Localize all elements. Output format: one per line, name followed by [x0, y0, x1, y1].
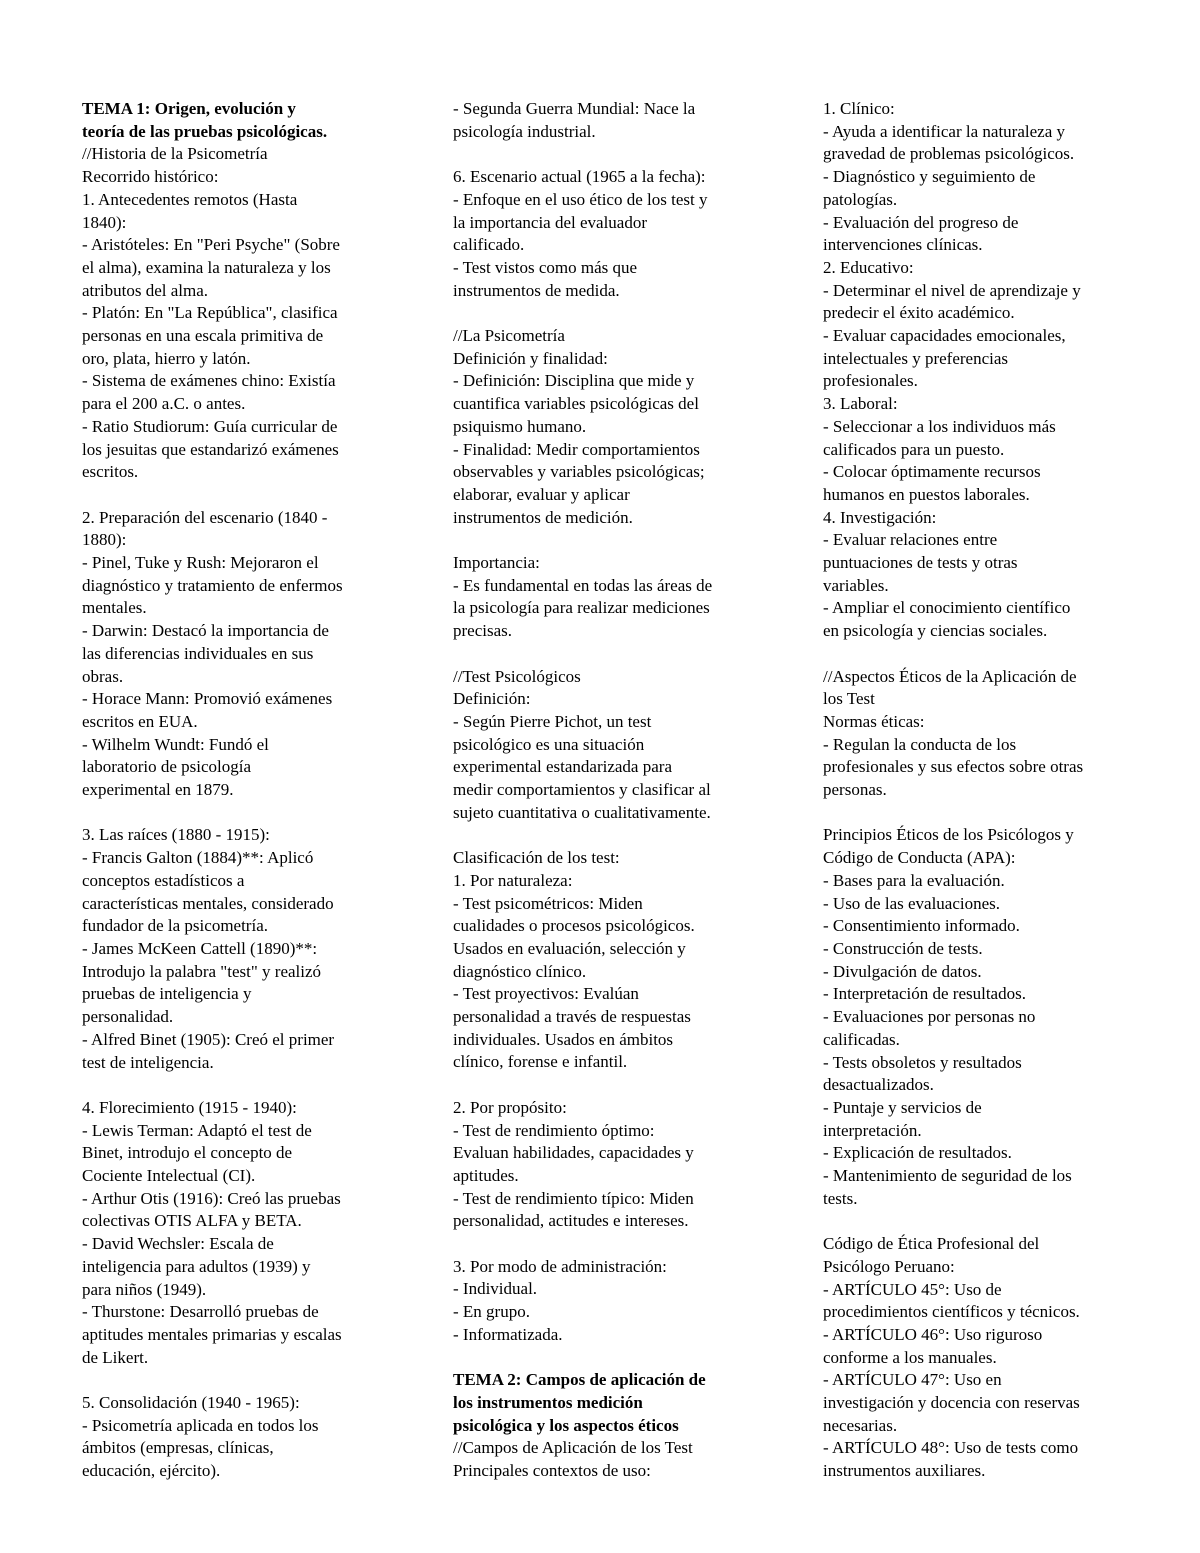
column-3 [823, 98, 1133, 1483]
text-line: atributos del alma. [82, 280, 209, 300]
text-line: educación, ejército). [82, 1461, 221, 1481]
text-line: intervenciones clínicas. [823, 235, 983, 255]
text-line: - Puntaje y servicios de [823, 1097, 982, 1117]
text-line: - Platón: En "La República", clasifica [82, 303, 338, 323]
text-line: personalidad, actitudes e intereses. [453, 1211, 689, 1231]
section-heading-line: los instrumentos medición [453, 1392, 643, 1412]
text-line: - Interpretación de resultados. [823, 984, 1026, 1004]
text-line: procedimientos científicos y técnicos. [823, 1302, 1080, 1322]
text-line: el alma), examina la naturaleza y los [82, 257, 331, 277]
text-line: - Evaluaciones por personas no [823, 1007, 1036, 1027]
text-line: investigación y docencia con reservas [823, 1393, 1080, 1413]
text-line: mentales. [82, 598, 147, 618]
text-line: - Test de rendimiento típico: Miden [453, 1188, 694, 1208]
text-line: 3. Las raíces (1880 - 1915): [82, 825, 270, 845]
text-line: - Sistema de exámenes chino: Existía [82, 371, 336, 391]
text-line: características mentales, considerado [82, 893, 334, 913]
text-line: - Informatizada. [453, 1324, 563, 1344]
text-line: ámbitos (empresas, clínicas, [82, 1438, 274, 1458]
blank-line [453, 1074, 763, 1097]
text-line: - Segunda Guerra Mundial: Nace la [453, 99, 696, 118]
text-line: experimental en 1879. [82, 780, 234, 800]
text-line: - Francis Galton (1884)**: Aplicó [82, 848, 314, 868]
text-line: variables. [823, 575, 889, 595]
text-line: experimental estandarizada para [453, 757, 672, 777]
text-line: oro, plata, hierro y latón. [82, 348, 251, 368]
text-line: - James McKeen Cattell (1890)**: [82, 938, 318, 958]
blank-line [823, 643, 1133, 666]
text-line: personas en una escala primitiva de [82, 326, 324, 346]
text-line: para niños (1949). [82, 1279, 207, 1299]
text-line: - Alfred Binet (1905): Creó el primer [82, 1029, 335, 1049]
text-line: - Mantenimiento de seguridad de los [823, 1166, 1072, 1186]
text-line: Evaluan habilidades, capacidades y [453, 1143, 694, 1163]
text-line: medir comportamientos y clasificar al [453, 780, 711, 800]
text-line: puntuaciones de tests y otras [823, 553, 1018, 573]
blank-line [453, 302, 763, 325]
text-line: - Wilhelm Wundt: Fundó el [82, 734, 269, 754]
text-line: psicología industrial. [453, 121, 596, 141]
text-line: psiquismo humano. [453, 416, 587, 436]
text-line: - Bases para la evaluación. [823, 870, 1005, 890]
section-heading-line: teoría de las pruebas psicológicas. [82, 121, 328, 141]
text-line: - Construcción de tests. [823, 938, 983, 958]
text-line: sujeto cuantitativa o cualitativamente. [453, 802, 711, 822]
text-line: Binet, introdujo el concepto de [82, 1143, 293, 1163]
text-line: Código de Conducta (APA): [823, 848, 1016, 868]
text-line: - Aristóteles: En "Peri Psyche" (Sobre [82, 235, 340, 255]
text-line: - Consentimiento informado. [823, 916, 1020, 936]
text-line: laboratorio de psicología [82, 757, 252, 777]
text-line: 5. Consolidación (1940 - 1965): [82, 1393, 300, 1413]
text-line: aptitudes. [453, 1165, 519, 1185]
text-line: - Evaluar capacidades emocionales, [823, 326, 1066, 346]
text-line: - ARTÍCULO 45°: Uso de [823, 1279, 1002, 1299]
text-line: - Finalidad: Medir comportamientos [453, 439, 700, 459]
blank-line [453, 643, 763, 666]
text-line: cuantifica variables psicológicas del [453, 394, 699, 414]
text-line: observables y variables psicológicas; [453, 462, 705, 482]
text-line: los jesuitas que estandarizó exámenes [82, 439, 339, 459]
text-line: - ARTÍCULO 48°: Uso de tests como [823, 1438, 1079, 1458]
text-line: escritos en EUA. [82, 711, 198, 731]
text-line: Clasificación de los test: [453, 848, 620, 868]
text-line: Recorrido histórico: [82, 167, 219, 187]
text-line: 4. Florecimiento (1915 - 1940): [82, 1097, 297, 1117]
text-line: elaborar, evaluar y aplicar [453, 484, 630, 504]
text-line: //La Psicometría [453, 326, 565, 345]
text-line: psicológico es una situación [453, 734, 645, 754]
text-line: diagnóstico y tratamiento de enfermos [82, 575, 343, 595]
blank-line [453, 529, 763, 552]
text-line: la importancia del evaluador [453, 212, 647, 232]
text-line: 2. Preparación del escenario (1840 - [82, 507, 328, 527]
text-line: 3. Por modo de administración: [453, 1256, 667, 1276]
blank-line [453, 1233, 763, 1256]
text-line: - Divulgación de datos. [823, 961, 982, 981]
text-line: profesionales y sus efectos sobre otras [823, 757, 1084, 777]
text-line: 2. Educativo: [823, 257, 914, 277]
text-line: Código de Ética Profesional del [823, 1234, 1040, 1254]
blank-line [453, 1347, 763, 1370]
text-line: obras. [82, 666, 124, 686]
text-line: Principios Éticos de los Psicólogos y [823, 825, 1074, 845]
text-line: - Lewis Terman: Adaptó el test de [82, 1120, 312, 1140]
text-line: las diferencias individuales en sus [82, 643, 314, 663]
text-line: - Ratio Studiorum: Guía curricular de [82, 416, 338, 436]
text-line: - ARTÍCULO 46°: Uso riguroso [823, 1324, 1043, 1344]
text-line: inteligencia para adultos (1939) y [82, 1256, 311, 1276]
section-heading-line: TEMA 1: Origen, evolución y [82, 99, 296, 118]
blank-line [82, 1074, 392, 1097]
text-line: instrumentos auxiliares. [823, 1461, 986, 1481]
text-line: cualidades o procesos psicológicos. [453, 916, 695, 936]
text-line: para el 200 a.C. o antes. [82, 394, 246, 414]
text-line: precisas. [453, 621, 513, 641]
text-line: - Arthur Otis (1916): Creó las pruebas [82, 1188, 341, 1208]
text-line: individuales. Usados en ámbitos [453, 1029, 674, 1049]
text-line: personalidad. [82, 1007, 174, 1027]
text-line: - Uso de las evaluaciones. [823, 893, 1001, 913]
blank-line [82, 484, 392, 507]
text-line: Principales contextos de uso: [453, 1461, 651, 1481]
text-line: 1. Antecedentes remotos (Hasta [82, 189, 298, 209]
text-line: escritos. [82, 462, 139, 482]
text-line: Introdujo la palabra "test" y realizó [82, 961, 322, 981]
text-line: - Evaluación del progreso de [823, 212, 1019, 232]
text-line: - Darwin: Destacó la importancia de [82, 621, 329, 641]
text-line: 1. Por naturaleza: [453, 870, 573, 890]
text-line: Usados en evaluación, selección y [453, 938, 686, 958]
text-line: - Explicación de resultados. [823, 1143, 1012, 1163]
text-line: - En grupo. [453, 1302, 530, 1322]
text-line: - Test de rendimiento óptimo: [453, 1120, 655, 1140]
text-line: - Definición: Disciplina que mide y [453, 371, 695, 391]
column-2 [453, 98, 763, 1483]
blank-line [453, 143, 763, 166]
text-line: - Enfoque en el uso ético de los test y [453, 189, 708, 209]
text-line: los Test [823, 689, 875, 709]
text-line: desactualizados. [823, 1075, 934, 1095]
text-line: //Campos de Aplicación de los Test [453, 1438, 693, 1458]
text-line: fundador de la psicometría. [82, 916, 268, 936]
text-line: Definición y finalidad: [453, 348, 608, 368]
text-line: 1840): [82, 212, 127, 232]
text-line: calificadas. [823, 1029, 900, 1049]
text-line: - Evaluar relaciones entre [823, 530, 998, 550]
text-line: 1880): [82, 530, 127, 550]
text-line: - Psicometría aplicada en todos los [82, 1415, 319, 1435]
text-line: - Thurstone: Desarrolló pruebas de [82, 1302, 319, 1322]
text-line: Cociente Intelectual (CI). [82, 1166, 256, 1185]
text-line: instrumentos de medición. [453, 507, 633, 527]
text-line: //Aspectos Éticos de la Aplicación de [823, 666, 1077, 686]
text-line: patologías. [823, 189, 898, 209]
text-line: - Test proyectivos: Evalúan [453, 984, 639, 1004]
text-line: //Test Psicológicos [453, 666, 581, 686]
text-line: 3. Laboral: [823, 394, 898, 414]
text-line: - Horace Mann: Promovió exámenes [82, 689, 333, 709]
text-line: calificado. [453, 235, 525, 255]
text-line: //Historia de la Psicometría [82, 144, 268, 164]
text-line: test de inteligencia. [82, 1052, 214, 1072]
text-line: colectivas OTIS ALFA y BETA. [82, 1211, 302, 1231]
text-line: - Individual. [453, 1279, 538, 1299]
text-line: 2. Por propósito: [453, 1097, 567, 1117]
text-line: intelectuales y preferencias [823, 348, 1009, 368]
text-line: interpretación. [823, 1120, 922, 1140]
text-line: aptitudes mentales primarias y escalas [82, 1324, 342, 1344]
blank-line [82, 802, 392, 825]
text-line: - Test psicométricos: Miden [453, 893, 643, 913]
text-line: calificados para un puesto. [823, 439, 1005, 459]
text-line: - Es fundamental en todas las áreas de [453, 575, 713, 595]
text-line: de Likert. [82, 1347, 149, 1367]
text-line: Normas éticas: [823, 711, 925, 731]
text-line: predecir el éxito académico. [823, 303, 1015, 323]
text-line: tests. [823, 1188, 858, 1208]
text-line: diagnóstico clínico. [453, 961, 587, 981]
blank-line [823, 802, 1133, 825]
text-line: - Según Pierre Pichot, un test [453, 711, 652, 731]
text-line: - Seleccionar a los individuos más [823, 416, 1056, 436]
text-line: pruebas de inteligencia y [82, 984, 252, 1004]
text-line: humanos en puestos laborales. [823, 484, 1030, 504]
text-line: personalidad a través de respuestas [453, 1007, 691, 1027]
blank-line [453, 824, 763, 847]
text-line: 6. Escenario actual (1965 a la fecha): [453, 167, 706, 187]
text-line: - ARTÍCULO 47°: Uso en [823, 1370, 1002, 1390]
section-heading-line: psicológica y los aspectos éticos [453, 1415, 679, 1435]
text-line: 1. Clínico: [823, 99, 895, 118]
text-line: personas. [823, 780, 887, 800]
text-line: - Ayuda a identificar la naturaleza y [823, 121, 1065, 141]
text-line: instrumentos de medida. [453, 280, 620, 300]
text-line: clínico, forense e infantil. [453, 1052, 628, 1072]
text-line: - Ampliar el conocimiento científico [823, 598, 1071, 618]
text-line: - Test vistos como más que [453, 257, 638, 277]
blank-line [82, 1369, 392, 1392]
text-line: profesionales. [823, 371, 918, 391]
text-line: - Pinel, Tuke y Rush: Mejoraron el [82, 553, 319, 573]
text-line: necesarias. [823, 1415, 898, 1435]
text-line: la psicología para realizar mediciones [453, 598, 710, 618]
text-line: - Colocar óptimamente recursos [823, 462, 1041, 482]
text-line: conceptos estadísticos a [82, 870, 245, 890]
text-line: - Diagnóstico y seguimiento de [823, 167, 1036, 187]
column-1 [82, 98, 392, 1483]
text-line: - Determinar el nivel de aprendizaje y [823, 280, 1081, 300]
text-line: Psicólogo Peruano: [823, 1256, 955, 1276]
text-line: Definición: [453, 689, 531, 709]
text-line: conforme a los manuales. [823, 1347, 997, 1367]
blank-line [823, 1210, 1133, 1233]
text-line: gravedad de problemas psicológicos. [823, 144, 1075, 164]
text-line: - Regulan la conducta de los [823, 734, 1017, 754]
text-line: en psicología y ciencias sociales. [823, 621, 1048, 641]
text-line: - David Wechsler: Escala de [82, 1234, 274, 1254]
text-line: - Tests obsoletos y resultados [823, 1052, 1022, 1072]
text-line: 4. Investigación: [823, 507, 937, 527]
section-heading-line: TEMA 2: Campos de aplicación de [453, 1370, 706, 1390]
text-line: Importancia: [453, 553, 540, 573]
